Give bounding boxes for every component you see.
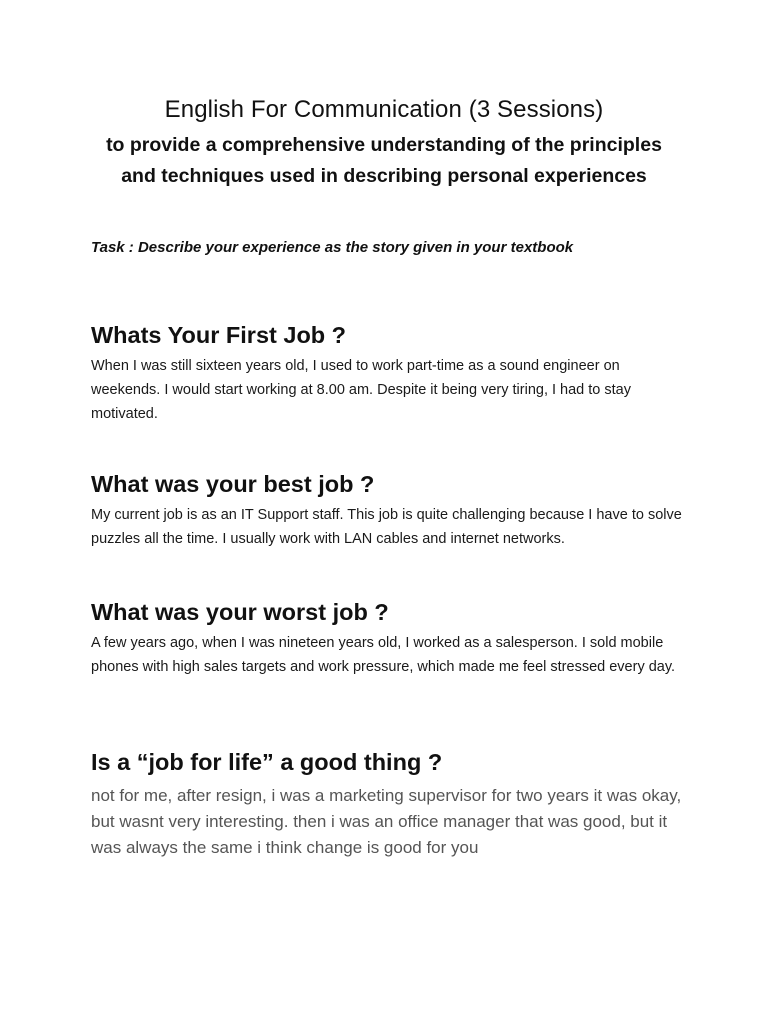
subtitle-line-2: and techniques used in describing personal experiences — [121, 165, 647, 187]
document-subtitle — [0, 130, 768, 192]
section-heading: What was your best job ? — [91, 471, 375, 497]
section-body: My current job is as an IT Support staff. This job is quite challenging because I have to solve puzzles all the time. I usually work with LAN cables and internet networks. — [91, 507, 682, 547]
section-first-job — [91, 320, 691, 426]
section-job-for-life — [91, 747, 691, 861]
section-heading: Whats Your First Job ? — [91, 322, 347, 348]
section-heading: What was your worst job ? — [91, 599, 389, 625]
document-title: English For Communication (3 Sessions) — [164, 96, 604, 123]
section-heading: Is a “job for life” a good thing ? — [91, 749, 443, 775]
section-worst-job — [91, 597, 691, 679]
section-body: When I was still sixteen years old, I used to work part-time as a sound engineer on weekends. I would start working at 8.00 am. Despite it being very tiring, I had to stay motivated. — [91, 358, 631, 422]
section-body: A few years ago, when I was nineteen years old, I worked as a salesperson. I sold mobile phones with high sales targets and work pressure, which made me feel stressed every day. — [91, 635, 676, 675]
subtitle-line-1: to provide a comprehensive understanding of the principles — [106, 134, 662, 156]
task-instruction: Task : Describe your experience as the story given in your textbook — [91, 239, 574, 256]
document-header — [0, 94, 768, 192]
section-body: not for me, after resign, i was a marketing supervisor for two years it was okay, but wasnt very interesting. then i was an office manager that was good, but it was always the same i think change is good for you — [91, 786, 682, 857]
section-best-job — [91, 469, 691, 551]
